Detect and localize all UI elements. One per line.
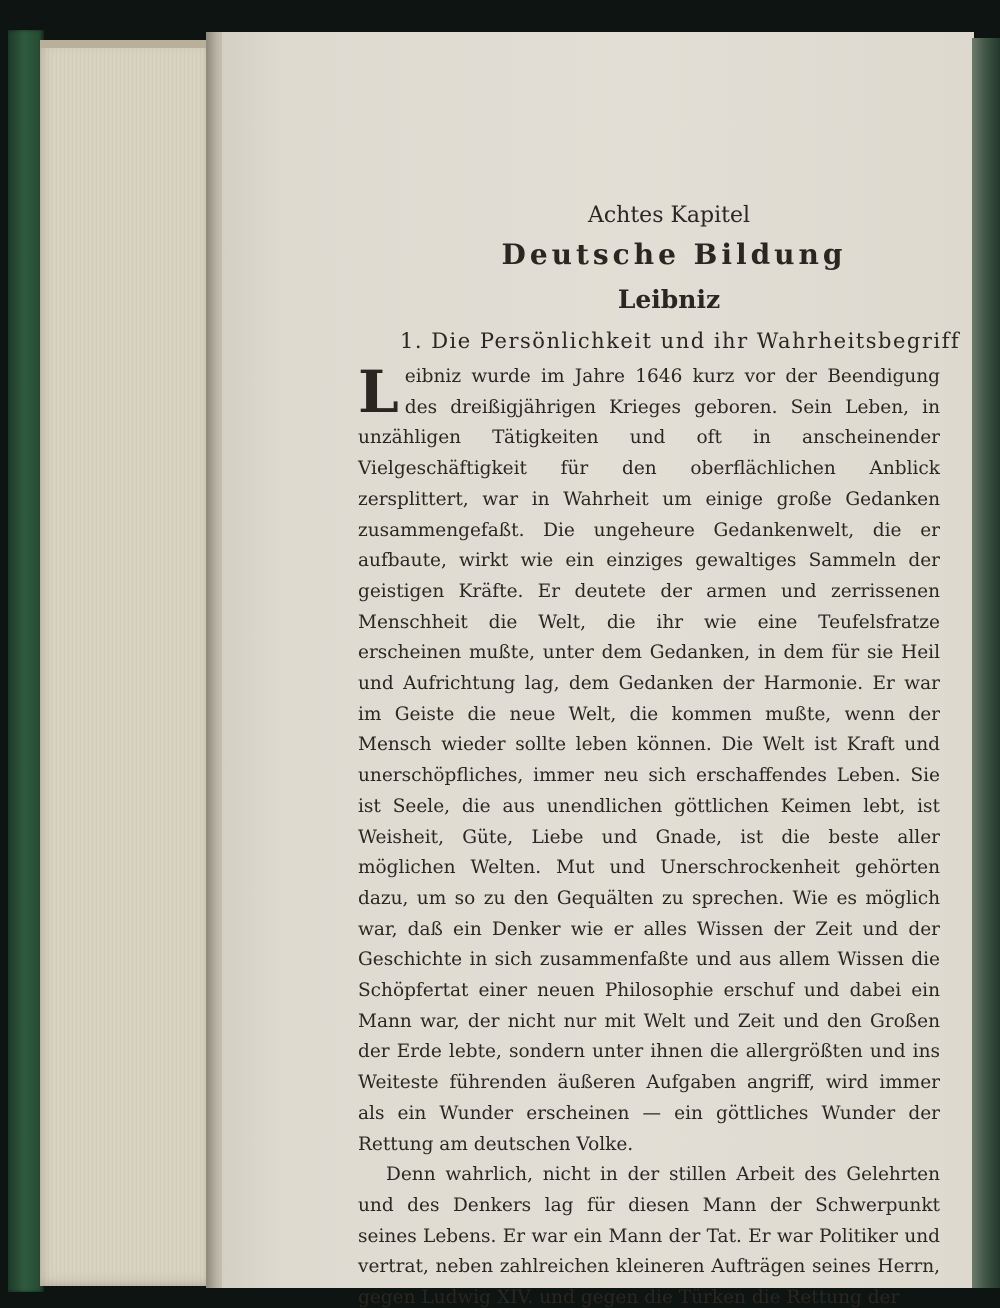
section-heading: 1. Die Persönlichkeit und ihr Wahrheitsbegriff — [400, 329, 961, 353]
chapter-title: Deutsche Bildung — [501, 238, 847, 271]
chapter-label: Achtes Kapitel — [587, 203, 751, 228]
drop-cap: L — [358, 358, 399, 426]
page-edges-top — [40, 40, 212, 48]
paragraph-1-text: eibniz wurde im Jahre 1646 kurz vor der Beendigung des dreißigjährigen Krieges geboren. Sein Leben, in unzähligen Tätigkeiten und oft in anscheinender Vielgeschäftigkeit für den oberflächlichen Anblick zersplittert, war in Wahrheit um einige große Gedanken zusammengefaßt. Die ungeheure Gedankenwelt, die er aufbaute, wirkt wie ein einziges gewaltiges Sammeln der geistigen Kräfte. Er deutete der armen und zerrissenen Menschheit die Welt, die ihr wie eine Teufelsfratze erscheinen mußte, unter dem Gedanken, in dem für sie Heil und Aufrichtung lag, dem Gedanken der Harmonie. Er war im Geiste die neue Welt, die kommen mußte, wenn der Mensch wieder sollte leben können. Die Welt ist Kraft und unerschöpfliches, immer neu sich erschaffendes Leben. Sie ist Seele, die aus unendlichen göttlichen Keimen lebt, ist Weisheit, Güte, Liebe und Gnade, ist die beste aller möglichen Welten. Mut und Unerschrockenheit gehörten dazu, um so zu den Gequälten zu sprechen. Wie es möglich war, daß ein Denker wie er alles Wissen der Zeit und der Geschichte in sich zusammenfaßte und aus allem Wissen die Schöpfertat einer neuen Philosophie erschuf und dabei ein Mann war, der nicht nur mit Welt und Zeit und den Großen der Erde lebte, sondern unter ihnen die allergrößten und ins Weiteste führenden äußeren Aufgaben angriff, wird immer als ein Wunder erscheinen — ein göttliches Wunder der Rettung am deutschen Volke. — [358, 366, 940, 1155]
book-cover-spine — [8, 30, 44, 1292]
book-cover-right-edge — [972, 38, 1000, 1288]
page-edges — [40, 40, 212, 1286]
page-content — [358, 200, 961, 1308]
paragraph-1 — [358, 358, 940, 1160]
paragraph-2: Denn wahrlich, nicht in der stillen Arbeit des Gelehrten und des Denkers lag für diesen Mann der Schwerpunkt seines Lebens. Er war ein Mann der Tat. Er war Politiker und vertrat, neben zahlreichen kleineren Aufträgen seines Herrn, gegen Ludwig XIV. und gegen die Türken die Rettung der — [358, 1164, 940, 1308]
chapter-subtitle: Leibniz — [617, 285, 721, 314]
